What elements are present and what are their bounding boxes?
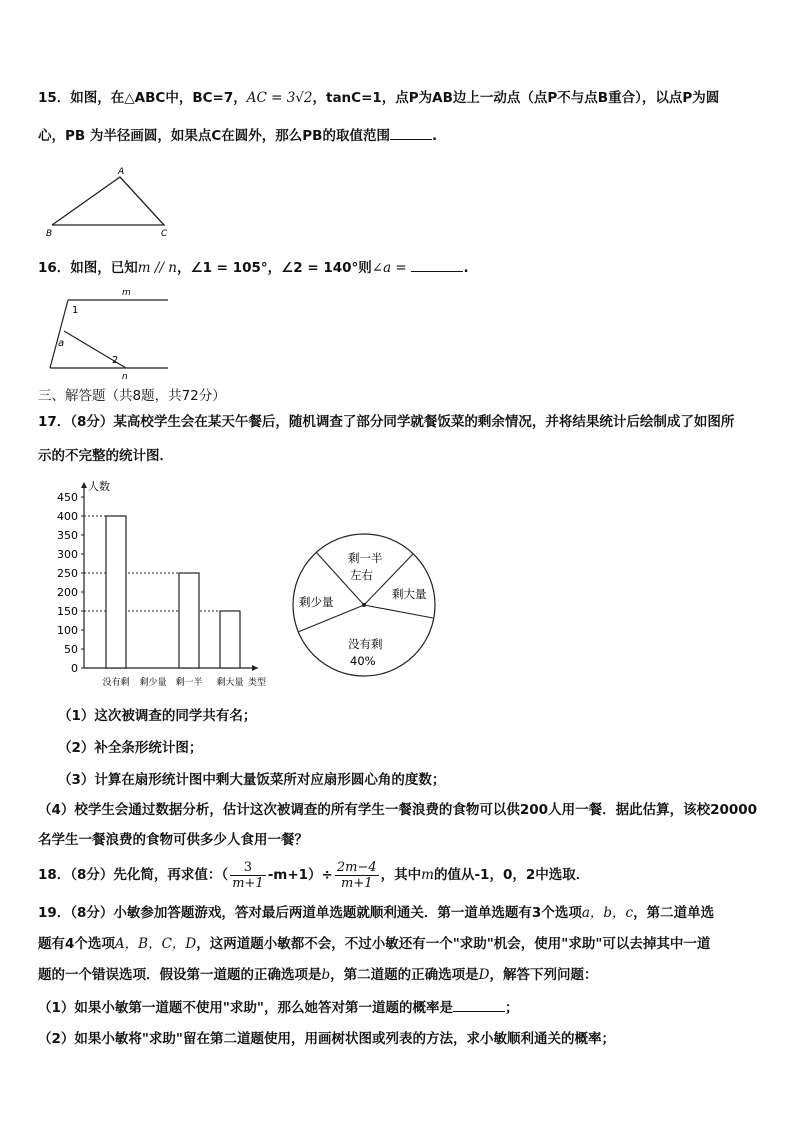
bar-chart [40, 478, 275, 693]
y-tick-label: 100 [57, 624, 78, 637]
q15-line2: 心，PB 为半径画圆，如果点C在圆外，那么PB的取值范围 . [38, 128, 438, 144]
label-angle-2: 2 [112, 355, 119, 366]
q17-sub3: （3）计算在扇形统计图中剩大量饭菜所对应扇形圆心角的度数； [58, 772, 446, 788]
q17-sub4-line2: 名学生一餐浪费的食物可供多少人食用一餐？ [38, 832, 308, 848]
pie-label-half-1: 剩一半 [348, 551, 383, 565]
pie-label-half-2: 左右 [350, 568, 373, 582]
y-tick-label: 50 [64, 643, 78, 656]
pie-label-none-1: 没有剩 [348, 637, 383, 651]
category-label: 没有剩 [102, 678, 130, 688]
label-angle-1: 1 [72, 305, 79, 316]
y-axis-arrow [81, 482, 87, 488]
category-label: 剩少量 [139, 678, 167, 688]
y-tick-label: 150 [57, 605, 78, 618]
pie-label-small: 剩少量 [299, 595, 334, 609]
category-label: 剩一半 [175, 678, 203, 688]
fraction-2: $\frac{2m-4}{m+1}$ [336, 859, 377, 891]
q17-line2: 示的不完整的统计图． [38, 448, 173, 464]
parallel-lines-figure [40, 283, 175, 383]
bar-2 [179, 573, 199, 668]
bar-chart-bars [106, 516, 240, 668]
pie-chart [285, 532, 440, 682]
label-m: m [122, 288, 131, 298]
label-n: n [122, 372, 128, 382]
bar-chart-yticks [57, 491, 84, 675]
q19-line3: 题的一个错误选项．假设第一道题的正确选项是b，第二道题的正确选项是D，解答下列问题： [38, 967, 598, 983]
label-a: A [118, 167, 125, 177]
y-tick-label: 400 [57, 510, 78, 523]
pie-label-none-2: 40% [350, 654, 376, 668]
q16-line: 16．如图，已知m // n，∠1 = 105°，∠2 = 140°则∠a = . [38, 260, 469, 276]
answer-blank[interactable] [453, 999, 505, 1012]
x-axis-arrow [252, 665, 258, 671]
y-tick-label: 0 [71, 662, 78, 675]
triangle-abc-figure [40, 165, 180, 240]
section-heading: 三、解答题（共8题，共72分） [38, 388, 226, 404]
pie-label-large: 剩大量 [392, 587, 427, 601]
q15-line1: 15．如图，在△ABC中，BC=7，AC = 3√2，tanC=1，点P为AB边上一动点（点P不与点B重合），以点P为圆 [38, 90, 720, 106]
bar-chart-xlabel: 类型 [248, 678, 267, 688]
label-c: C [161, 229, 168, 239]
ac-formula: AC = 3√2 [246, 90, 313, 106]
bar-chart-reference-lines [84, 516, 220, 611]
pie-center [362, 603, 366, 607]
label-b: B [46, 229, 53, 239]
q17-sub1: （1）这次被调查的同学共有名； [58, 708, 257, 724]
q19-line2: 题有4个选项A，B，C，D，这两道题小敏都不会，不过小敏还有一个"求助"机会，使用"求助"可以去掉其中一道 [38, 936, 711, 952]
y-tick-label: 250 [57, 567, 78, 580]
answer-blank[interactable] [390, 127, 432, 140]
fraction-1: $\frac{3}{m+1}$ [232, 859, 264, 891]
y-tick-label: 350 [57, 529, 78, 542]
q19-sub1: （1）如果小敏第一道题不使用"求助"，那么她答对第一道题的概率是 ； [38, 1000, 519, 1016]
bar-3 [220, 611, 240, 668]
label-angle-a: a [58, 338, 65, 349]
q17-sub4-line1: （4）校学生会通过数据分析，估计这次被调查的所有学生一餐浪费的食物可以供200人用一餐．据此估算，该校20000 [38, 802, 758, 818]
q17-sub2: （2）补全条形统计图； [58, 740, 203, 756]
category-label: 剩大量 [216, 678, 244, 688]
y-tick-label: 450 [57, 491, 78, 504]
q19-sub2: （2）如果小敏将"求助"留在第二道题使用，用画树状图或列表的方法，求小敏顺利通关的概率； [38, 1031, 615, 1047]
y-tick-label: 300 [57, 548, 78, 561]
q19-line1: 19．（8分）小敏参加答题游戏，答对最后两道单选题就顺利通关．第一道单选题有3个选项a，b，c，第二道单选 [38, 905, 715, 921]
bar-0 [106, 516, 126, 668]
y-tick-label: 200 [57, 586, 78, 599]
q17-line1: 17．（8分）某高校学生会在某天午餐后，随机调查了部分同学就餐饭菜的剩余情况，并将结果统计后绘制成了如图所 [38, 414, 735, 430]
bar-chart-ylabel: 人数 [88, 480, 110, 493]
q18-line: 18．（8分）先化简，再求值：（ $\frac{3}{m+1}$ -m+1）÷ $\frac{2m-4}{m+1}$ ，其中m的值从-1，0，2中选取． [38, 859, 590, 891]
answer-blank[interactable] [411, 259, 463, 272]
bar-chart-categories [102, 676, 243, 688]
